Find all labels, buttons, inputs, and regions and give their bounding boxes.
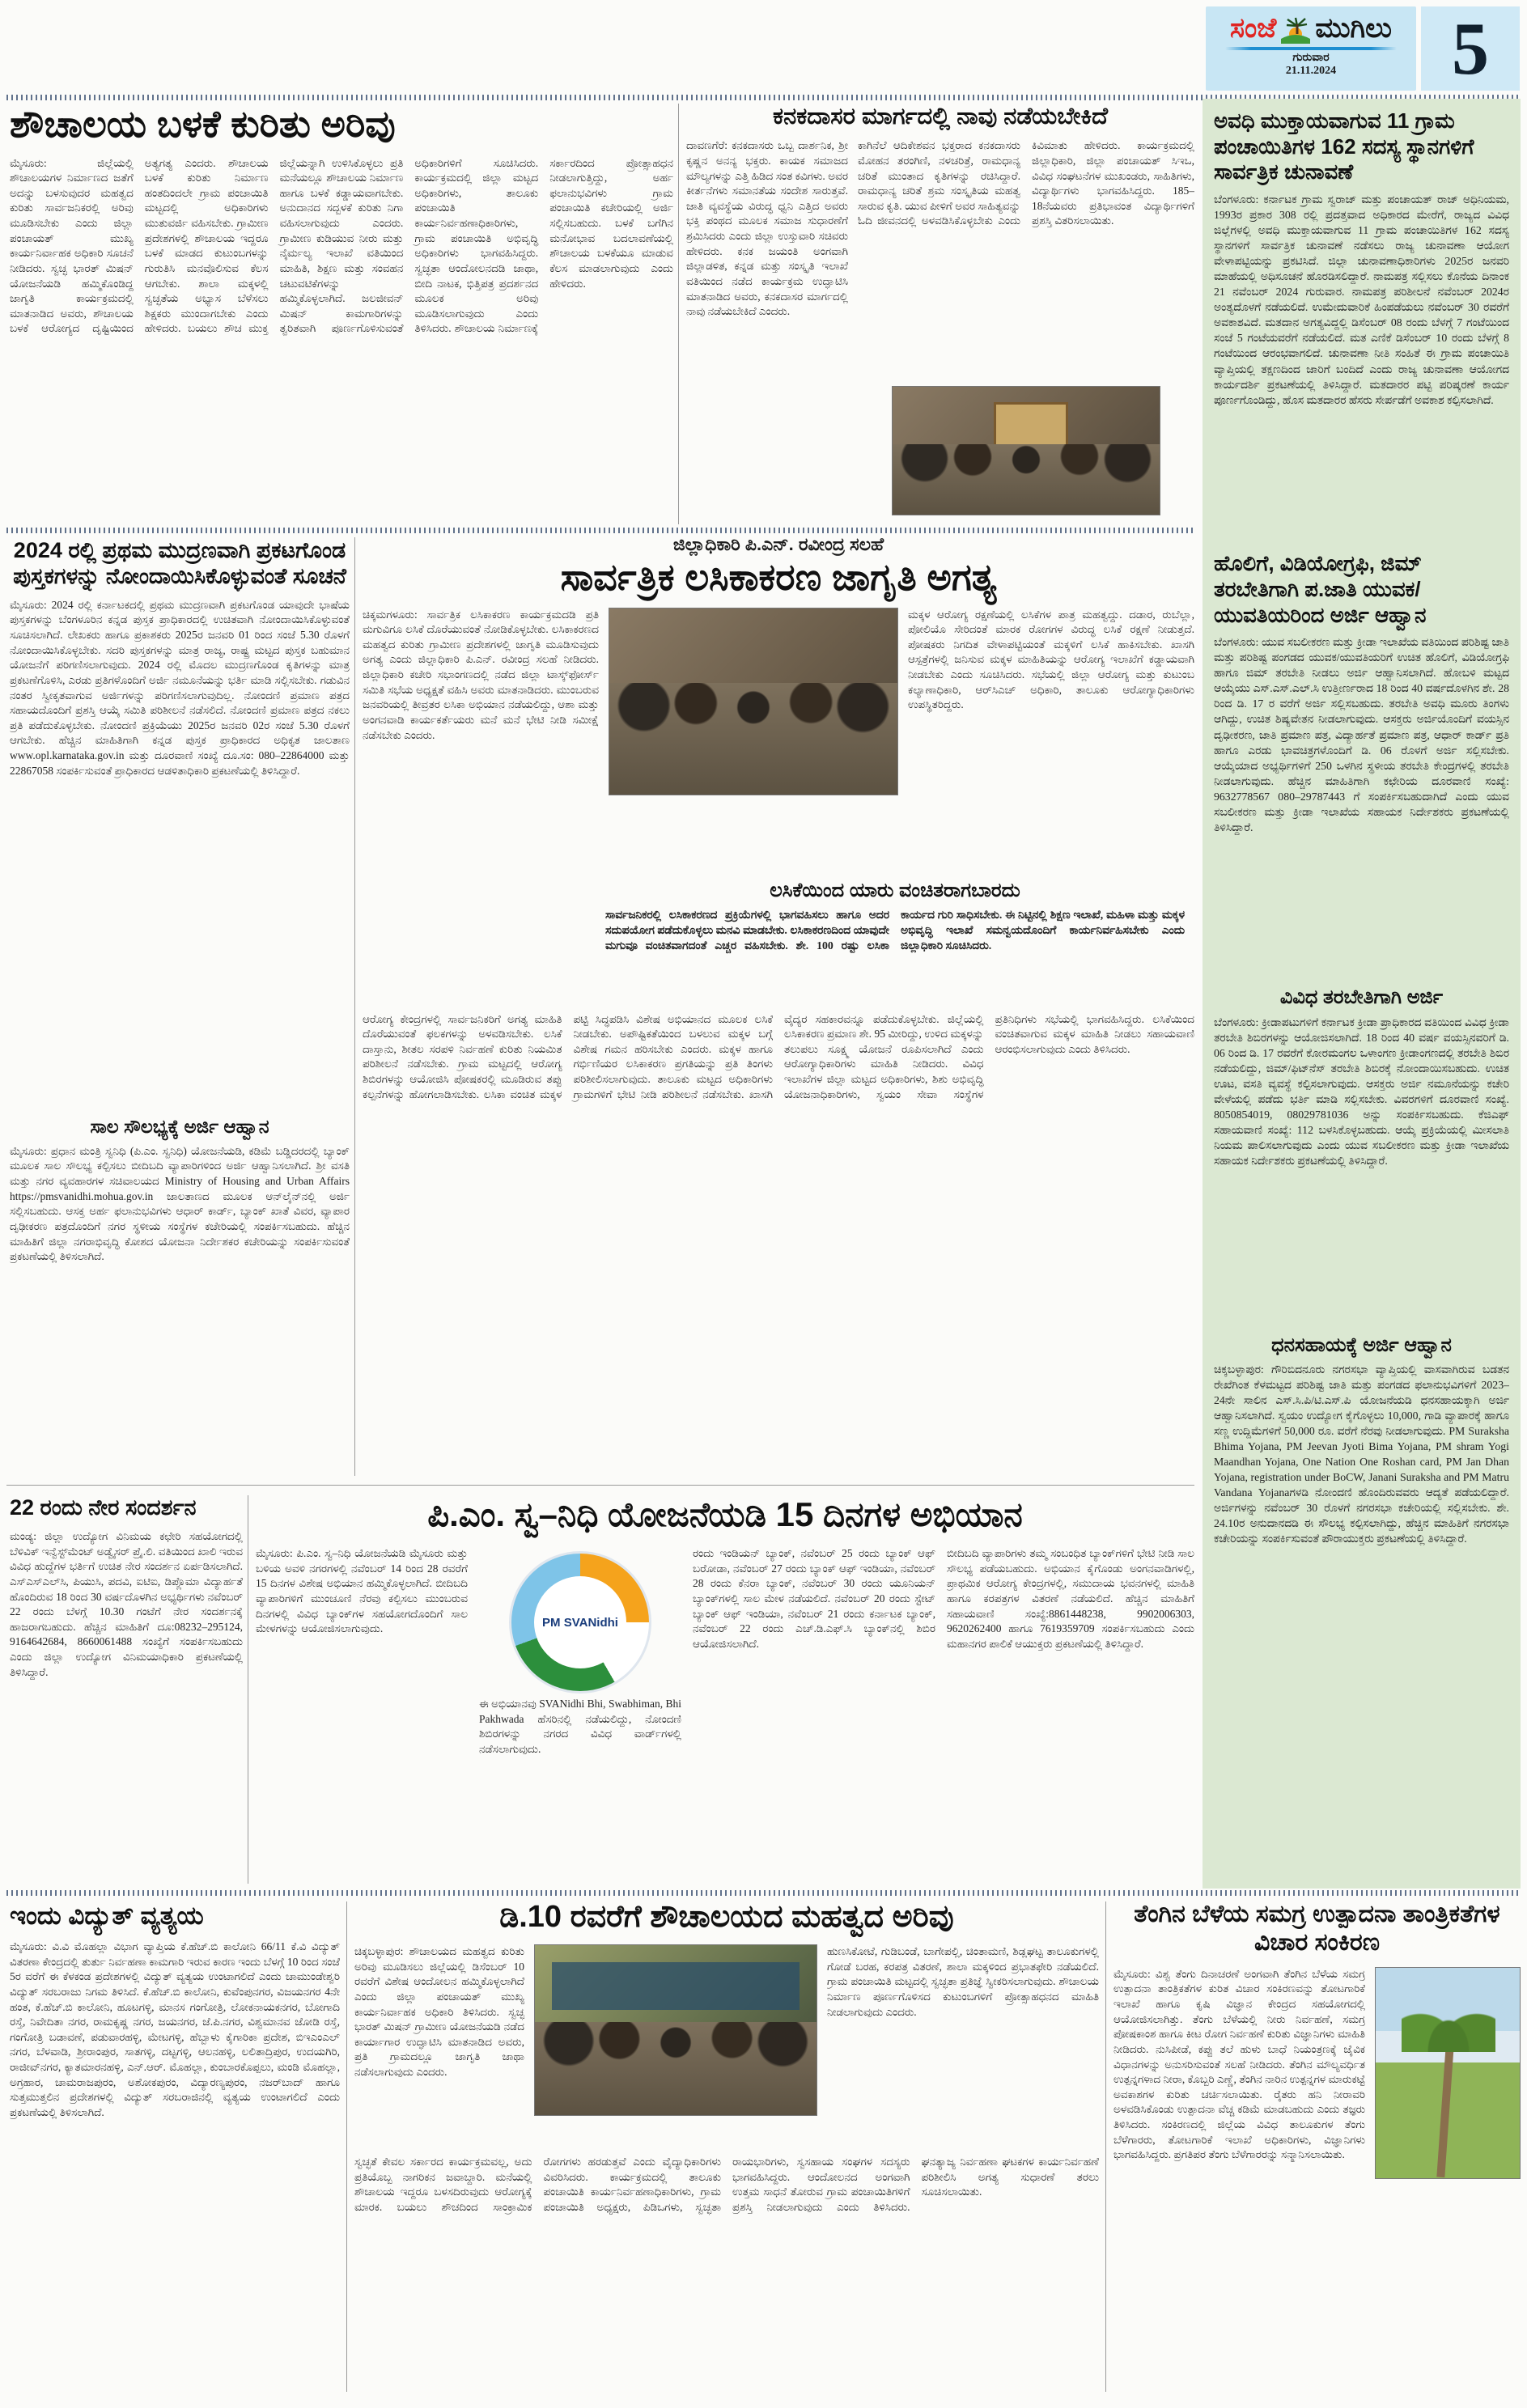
divider	[354, 537, 355, 1476]
page-number: 5	[1452, 7, 1489, 90]
article-body: ಮೈಸೂರು: ವಿಶ್ವ ತೆಂಗು ದಿನಾಚರಣೆ ಅಂಗವಾಗಿ ತೆಂಗಿನ ಬೆಳೆಯ ಸಮಗ್ರ ಉತ್ಪಾದನಾ ತಾಂತ್ರಿಕತೆಗಳ ಕುರಿತ ವಿಚಾರ ಸಂಕಿರಣವನ್ನು ತೋಟಗಾರಿಕೆ ಇಲಾಖೆ ಹಾಗೂ ಕೃಷಿ ವಿಜ್ಞಾನ ಕೇಂದ್ರದ ಸಹಯೋಗದಲ್ಲಿ ಆಯೋಜಿಸಲಾಗಿತ್ತು. ತೆಂಗು ಬೆಳೆಯಲ್ಲಿ ನೀರು ನಿರ್ವಹಣೆ, ಸಮಗ್ರ ಪೋಷಕಾಂಶ ಹಾಗೂ ಕೀಟ ರೋಗ ನಿರ್ವಹಣೆ ಕುರಿತು ವಿಜ್ಞಾನಿಗಳು ಮಾಹಿತಿ ನೀಡಿದರು. ನುಸಿಪೀಡೆ, ಕಪ್ಪು ತಲೆ ಹುಳು ಬಾಧೆ ನಿಯಂತ್ರಣಕ್ಕೆ ಜೈವಿಕ ವಿಧಾನಗಳನ್ನು ಅನುಸರಿಸುವಂತೆ ಸಲಹೆ ನೀಡಿದರು. ತೆಂಗಿನ ಮೌಲ್ಯವರ್ಧಿತ ಉತ್ಪನ್ನಗಳಾದ ನೀರಾ, ಕೊಬ್ಬರಿ ಎಣ್ಣೆ, ತೆಂಗಿನ ನಾರಿನ ಉತ್ಪನ್ನಗಳ ಮಾರುಕಟ್ಟೆ ಅವಕಾಶಗಳ ಕುರಿತು ಚರ್ಚಿಸಲಾಯಿತು. ರೈತರು ಹನಿ ನೀರಾವರಿ ಅಳವಡಿಸಿಕೊಂಡು ಉತ್ಪಾದನಾ ವೆಚ್ಚ ಕಡಿಮೆ ಮಾಡಬಹುದು ಎಂದು ತಜ್ಞರು ತಿಳಿಸಿದರು. ಸಂಕಿರಣದಲ್ಲಿ ಜಿಲ್ಲೆಯ ವಿವಿಧ ತಾಲೂಕುಗಳ ತೆಂಗು ಬೆಳೆಗಾರರು, ತೋಟಗಾರಿಕೆ ಇಲಾಖೆ ಅಧಿಕಾರಿಗಳು, ವಿಜ್ಞಾನಿಗಳು ಭಾಗವಹಿಸಿದ್ದರು. ಪ್ರಗತಿಪರ ತೆಂಗು ಬೆಳೆಗಾರರನ್ನು ಸನ್ಮಾನಿಸಲಾಯಿತು.	[1113, 1967, 1365, 2161]
article-power-outage[interactable]	[10, 1901, 340, 2392]
article-headline: ಕನಕದಾಸರ ಮಾರ್ಗದಲ್ಲಿ ನಾವು ನಡೆಯಬೇಕಿದೆ	[773, 104, 1108, 129]
notice-various-body: ಬೆಂಗಳೂರು: ಕ್ರೀಡಾಪಟುಗಳಿಗೆ ಕರ್ನಾಟಕ ಕ್ರೀಡಾ ಪ್ರಾಧಿಕಾರದ ವತಿಯಿಂದ ವಿವಿಧ ಕ್ರೀಡಾ ತರಬೇತಿ ಶಿಬಿರಗಳನ್ನು ಆಯೋಜಿಸಲಾಗಿದೆ. 18 ರಿಂದ 40 ವರ್ಷ ವಯಸ್ಸಿನವರಿಗೆ ಡಿ. 06 ರಿಂದ ಡಿ. 17 ರವರೆಗೆ ಕೋರಮಂಗಲ ಒಳಾಂಗಣ ಕ್ರೀಡಾಂಗಣದಲ್ಲಿ ತರಬೇತಿ ಶಿಬಿರ ನಡೆಯಲಿದ್ದು, ಜಿಮ್/ಫಿಟ್‌ನೆಸ್ ತರಬೇತಿ ಶಿಬಿರಕ್ಕೆ ನೋಂದಾಯಿಸಬಹುದು. ಉಚಿತ ಊಟ, ವಸತಿ ವ್ಯವಸ್ಥೆ ಕಲ್ಪಿಸಲಾಗುವುದು. ಆಸಕ್ತರು ಅರ್ಜಿ ನಮೂನೆಯನ್ನು ಕಚೇರಿ ವೇಳೆಯಲ್ಲಿ ಪಡೆದು ಭರ್ತಿ ಮಾಡಿ ಸಲ್ಲಿಸಬೇಕು. ವಿವರಗಳಿಗೆ ದೂರವಾಣಿ ಸಂಖ್ಯೆ. 8050854019, 08029781036 ಅನ್ನು ಸಂಪರ್ಕಿಸಬಹುದು. ಕೆಜಿಎಫ್ ಸಹಾಯವಾಣಿ ಸಂಖ್ಯೆ: 112 ಬಳಸಿಕೊಳ್ಳಬಹುದು. ಆಯ್ಕೆ ಪ್ರಕ್ರಿಯೆಯಲ್ಲಿ ಮೀಸಲಾತಿ ನಿಯಮ ಪಾಲಿಸಲಾಗುವುದು ಎಂದು ಯುವ ಸಬಲೀಕರಣ ಮತ್ತು ಕ್ರೀಡಾ ಇಲಾಖೆಯ ಸಹಾಯಕ ನಿರ್ದೇಶಕರು ಪ್ರಕಟಣೆಯಲ್ಲಿ ತಿಳಿಸಿದ್ದಾರೆ.	[1214, 1015, 1509, 1167]
masthead-box	[1206, 6, 1416, 91]
notice-training-body: ಬೆಂಗಳೂರು: ಯುವ ಸಬಲೀಕರಣ ಮತ್ತು ಕ್ರೀಡಾ ಇಲಾಖೆಯ ವತಿಯಿಂದ ಪರಿಶಿಷ್ಟ ಜಾತಿ ಮತ್ತು ಪರಿಶಿಷ್ಟ ಪಂಗಡದ ಯುವಕ/ಯುವತಿಯರಿಗೆ ಉಚಿತ ಹೊಲಿಗೆ, ವಿಡಿಯೋಗ್ರಫಿ ಹಾಗೂ ಜಿಮ್ ತರಬೇತಿ ನೀಡಲು ಅರ್ಜಿ ಆಹ್ವಾನಿಸಲಾಗಿದೆ. ಹೋಬಳಿ ಮಟ್ಟದ ಆಯ್ಕೆಯು ಎಸ್.ಎಸ್.ಎಲ್.ಸಿ ಉತ್ತೀರ್ಣರಾದ 18 ರಿಂದ 40 ವರ್ಷದೊಳಗಿನ ಶೇ. 28 ರಿಂದ ಡಿ. 17 ರ ವರೆಗೆ ಅರ್ಜಿ ಸಲ್ಲಿಸಬಹುದು. ತರಬೇತಿ ಅವಧಿ ಮೂರು ತಿಂಗಳು ಆಗಿದ್ದು, ಉಚಿತ ಶಿಷ್ಯವೇತನ ನೀಡಲಾಗುವುದು. ಆಸಕ್ತರು ಅರ್ಜಿಯೊಂದಿಗೆ ವಯಸ್ಸಿನ ದೃಢೀಕರಣ, ಜಾತಿ ಪ್ರಮಾಣ ಪತ್ರ, ವಿದ್ಯಾರ್ಹತೆ ಪ್ರಮಾಣ ಪತ್ರ, ಆಧಾರ್ ಕಾರ್ಡ್ ಪ್ರತಿ ಹಾಗೂ ಎರಡು ಭಾವಚಿತ್ರಗಳೊಂದಿಗೆ ಡಿ. 06 ರೊಳಗೆ ಅರ್ಜಿ ಸಲ್ಲಿಸಬೇಕು. ಆಯ್ಕೆಯಾದ ಅಭ್ಯರ್ಥಿಗಳಿಗೆ 250 ಒಳಗಿನ ಸ್ಥಳೀಯ ತರಬೇತಿ ಕೇಂದ್ರಗಳಲ್ಲಿ ತರಬೇತಿ ನೀಡಲಾಗುವುದು. ಹೆಚ್ಚಿನ ಮಾಹಿತಿಗಾಗಿ ಕಛೇರಿಯ ದೂರವಾಣಿ ಸಂಖ್ಯೆ: 9632778567 080–29787443 ಗೆ ಸಂಪರ್ಕಿಸಬಹುದಾಗಿದೆ ಎಂದು ಯುವ ಸಬಲೀಕರಣ ಮತ್ತು ಕ್ರೀಡಾ ಇಲಾಖೆಯ ಸಹಾಯಕ ನಿರ್ದೇಶಕರು ಪ್ರಕಟಣೆಯಲ್ಲಿ ತಿಳಿಸಿದ್ದಾರೆ.	[1214, 636, 1509, 833]
divider	[6, 1485, 1194, 1486]
pm-svanidhi-logo-label: PM SVANidhi	[542, 1615, 618, 1630]
article-kanakadasa[interactable]	[686, 104, 1194, 524]
loan-body: ಮೈಸೂರು: ಪ್ರಧಾನ ಮಂತ್ರಿ ಸ್ವನಿಧಿ (ಪಿ.ಎಂ. ಸ್ವನಿಧಿ) ಯೋಜನೆಯಡಿ, ಕಡಿಮೆ ಬಡ್ಡಿದರದಲ್ಲಿ ಬ್ಯಾಂಕ್ ಮೂಲಕ ಸಾಲ ಸೌಲಭ್ಯ ಕಲ್ಪಿಸಲು ಬೀದಿಬದಿ ವ್ಯಾಪಾರಿಗಳಿಂದ ಅರ್ಜಿ ಆಹ್ವಾನಿಸಲಾಗಿದೆ. ಶ್ರೀ ವಸತಿ ಮತ್ತು ನಗರ ವ್ಯವಹಾರಗಳ ಸಚಿವಾಲಯದ Ministry of Housing and Urban Affairs https://pmsvanidhi.mohua.gov.in ಜಾಲತಾಣದ ಮೂಲಕ ಆನ್‌ಲೈನ್‌ನಲ್ಲಿ ಅರ್ಜಿ ಸಲ್ಲಿಸಬಹುದು. ಆಸಕ್ತ ಅರ್ಹ ಫಲಾನುಭವಿಗಳು ಆಧಾರ್ ಕಾರ್ಡ್, ಬ್ಯಾಂಕ್ ಖಾತೆ ವಿವರ, ವ್ಯಾಪಾರ ದೃಢೀಕರಣ ಪತ್ರದೊಂದಿಗೆ ನಗರ ಸ್ಥಳೀಯ ಸಂಸ್ಥೆಗಳ ಕಚೇರಿಯಲ್ಲಿ ಸಂಪರ್ಕಿಸಬಹುದು. ಹೆಚ್ಚಿನ ಮಾಹಿತಿಗೆ ಜಿಲ್ಲಾ ನಗರಾಭಿವೃದ್ಧಿ ಕೋಶದ ಯೋಜನಾ ನಿರ್ದೇಶಕರ ಕಚೇರಿಯನ್ನು ಸಂಪರ್ಕಿಸುವಂತೆ ಪ್ರಕಟಣೆಯಲ್ಲಿ ತಿಳಿಸಲಾಗಿದೆ.	[10, 1144, 350, 1263]
pm-svanidhi-logo	[509, 1551, 651, 1694]
article-body-1: ಮೈಸೂರು: ಪಿ.ಎಂ. ಸ್ವ–ನಿಧಿ ಯೋಜನೆಯಡಿ ಮೈಸೂರು ಮತ್ತು ಬಳಿಯ ಅವಳಿ ನಗರಗಳಲ್ಲಿ ನವೆಂಬರ್ 14 ರಿಂದ 28 ರವರೆಗೆ 15 ದಿನಗಳ ವಿಶೇಷ ಅಭಿಯಾನ ಹಮ್ಮಿಕೊಳ್ಳಲಾಗಿದೆ. ಬೀದಿಬದಿ ವ್ಯಾಪಾರಿಗಳಿಗೆ ಮುಂಚೂಣಿ ನೆರವು ಕಲ್ಪಿಸಲು ಮುಂಬರುವ ದಿನಗಳಲ್ಲಿ ವಿವಿಧ ಬ್ಯಾಂಕ್‌ಗಳ ಸಹಯೋಗದೊಂದಿಗೆ ಸಾಲ ಮೇಳಗಳನ್ನು ಆಯೋಜಿಸಲಾಗುವುದು.	[256, 1547, 468, 1635]
photo-coconut-tree	[1375, 1967, 1521, 2179]
article-body-left: ದಾವಣಗೆರೆ: ಕನಕದಾಸರು ಒಬ್ಬ ದಾರ್ಶನಿಕ, ಶ್ರೀ ಕೃಷ್ಣನ ಅನನ್ಯ ಭಕ್ತರು. ಕಾಯಕ ಸಮಾಜದ ಮೌಲ್ಯಗಳನ್ನು ಎತ್ತಿ ಹಿಡಿದ ಸಂತ ಕವಿಗಳು. ಅವರ ಕೀರ್ತನೆಗಳು ಸಮಾನತೆಯ ಸಂದೇಶ ಸಾರುತ್ತವೆ. ಜಾತಿ ವ್ಯವಸ್ಥೆಯ ವಿರುದ್ಧ ಧ್ವನಿ ಎತ್ತಿದ ಅವರು ಭಕ್ತಿ ಪಂಥದ ಮೂಲಕ ಸಮಾಜ ಸುಧಾರಣೆಗೆ ಶ್ರಮಿಸಿದರು ಎಂದು ಜಿಲ್ಲಾ ಉಸ್ತುವಾರಿ ಸಚಿವರು ಹೇಳಿದರು. ಕನಕ ಜಯಂತಿ ಅಂಗವಾಗಿ ಜಿಲ್ಲಾಡಳಿತ, ಕನ್ನಡ ಮತ್ತು ಸಂಸ್ಕೃತಿ ಇಲಾಖೆ ವತಿಯಿಂದ ನಡೆದ ಕಾರ್ಯಕ್ರಮ ಉದ್ಘಾಟಿಸಿ ಮಾತನಾಡಿದ ಅವರು, ಕನಕದಾಸರ ಮಾರ್ಗದಲ್ಲಿ ನಾವು ನಡೆಯಬೇಕಿದೆ ಎಂದರು.	[686, 139, 848, 318]
article-body-right: ಕಾಗಿನೆಲೆ ಆದಿಕೇಶವನ ಭಕ್ತರಾದ ಕನಕದಾಸರು ಮೋಹನ ತರಂಗಿಣಿ, ನಳಚರಿತ್ರೆ, ರಾಮಧಾನ್ಯ ಚರಿತೆ ಮುಂತಾದ ಕೃತಿಗಳನ್ನು ರಚಿಸಿದ್ದಾರೆ. ರಾಮಧಾನ್ಯ ಚರಿತೆ ಶ್ರಮ ಸಂಸ್ಕೃತಿಯ ಮಹತ್ವ ಸಾರುವ ಕೃತಿ. ಯುವ ಪೀಳಿಗೆ ಅವರ ಸಾಹಿತ್ಯವನ್ನು ಓದಿ ಜೀವನದಲ್ಲಿ ಅಳವಡಿಸಿಕೊಳ್ಳಬೇಕು ಎಂದು ಕಿವಿಮಾತು ಹೇಳಿದರು. ಕಾರ್ಯಕ್ರಮದಲ್ಲಿ ಜಿಲ್ಲಾಧಿಕಾರಿ, ಜಿಲ್ಲಾ ಪಂಚಾಯತ್ ಸಿಇಒ, ವಿವಿಧ ಸಂಘಟನೆಗಳ ಮುಖಂಡರು, ಸಾಹಿತಿಗಳು, ವಿದ್ಯಾರ್ಥಿಗಳು ಭಾಗವಹಿಸಿದ್ದರು. 185–18ನೆಯವರು ಪ್ರತಿಭಾವಂತ ವಿದ್ಯಾರ್ಥಿಗಳಿಗೆ ಪ್ರಶಸ್ತಿ ವಿತರಿಸಲಾಯಿತು.	[858, 139, 1194, 227]
notice-various-heading: ವಿವಿಧ ತರಬೇತಿಗಾಗಿ ಅರ್ಜಿ	[1279, 986, 1444, 1009]
bottom-divider	[6, 1890, 1521, 1896]
sub-body: ಸಾರ್ವಜನಿಕರಲ್ಲಿ ಲಸಿಕಾಕರಣದ ಪ್ರಕ್ರಿಯೆಗಳಲ್ಲಿ ಭಾಗವಹಿಸಲು ಹಾಗೂ ಅದರ ಸದುಪಯೋಗ ಪಡೆದುಕೊಳ್ಳಲು ಮನವಿ ಮಾಡಬೇಕು. ಲಸಿಕಾಕರಣದಿಂದ ಯಾವುದೇ ಮಗುವೂ ವಂಚಿತವಾಗದಂತೆ ಎಚ್ಚರ ವಹಿಸಬೇಕು. ಶೇ. 100 ರಷ್ಟು ಲಸಿಕಾ ಕಾರ್ಯದ ಗುರಿ ಸಾಧಿಸಬೇಕು. ಈ ನಿಟ್ಟಿನಲ್ಲಿ ಶಿಕ್ಷಣ ಇಲಾಖೆ, ಮಹಿಳಾ ಮತ್ತು ಮಕ್ಕಳ ಅಭಿವೃದ್ಧಿ ಇಲಾಖೆ ಸಮನ್ವಯದೊಂದಿಗೆ ಕಾರ್ಯನಿರ್ವಹಿಸಬೇಕು ಎಂದು ಜಿಲ್ಲಾಧಿಕಾರಿ ಸೂಚಿಸಿದರು.	[605, 908, 1185, 952]
divider	[1105, 1901, 1106, 2392]
page-number-box	[1421, 6, 1520, 91]
article-body: ಮಂಡ್ಯ: ಜಿಲ್ಲಾ ಉದ್ಯೋಗ ವಿನಿಮಯ ಕಛೇರಿ ಸಹಯೋಗದಲ್ಲಿ ಬೆಳಿವಿಕ್ ಇನ್ವೆಸ್ಟ್‌ಮೆಂಟ್ ಅಡ್ವೈಸರ್ ಪ್ರೈ.ಲಿ. ವತಿಯಿಂದ ಖಾಲಿ ಇರುವ ವಿವಿಧ ಹುದ್ದೆಗಳ ಭರ್ತಿಗೆ ಉಚಿತ ನೇರ ಸಂದರ್ಶನ ಏರ್ಪಡಿಸಲಾಗಿದೆ. ಎಸ್ಎಸ್ಎಲ್‌ಸಿ, ಪಿಯುಸಿ, ಪದವಿ, ಐಟಿಐ, ಡಿಪ್ಲೊಮಾ ವಿದ್ಯಾರ್ಹತೆ ಹೊಂದಿರುವ 18 ರಿಂದ 30 ವರ್ಷದೊಳಗಿನ ಅಭ್ಯರ್ಥಿಗಳು ನವೆಂಬರ್ 22 ರಂದು ಬೆಳಗ್ಗೆ 10.30 ಗಂಟೆಗೆ ನೇರ ಸಂದರ್ಶನಕ್ಕೆ ಹಾಜರಾಗಬಹುದು. ಹೆಚ್ಚಿನ ಮಾಹಿತಿಗೆ ದೂ:08232–295124, 9164642684, 8660061488 ಸಂಖ್ಯೆಗೆ ಸಂಪರ್ಕಿಸಬಹುದು ಎಂದು ಜಿಲ್ಲಾ ಉದ್ಯೋಗ ವಿನಿಮಯಾಧಿಕಾರಿ ಪ್ರಕಟಣೆಯಲ್ಲಿ ತಿಳಿಸಿದ್ದಾರೆ.	[10, 1530, 243, 1678]
divider	[678, 104, 679, 524]
loan-subheading: ಸಾಲ ಸೌಲಭ್ಯಕ್ಕೆ ಅರ್ಜಿ ಆಹ್ವಾನ	[90, 1115, 269, 1137]
logo-caption: ಈ ಅಭಿಯಾನವು SVANidhi Bhi, Swabhiman, Bhi Pakhwada ಹೆಸರಿನಲ್ಲಿ ನಡೆಯಲಿದ್ದು, ನೋಂದಣಿ ಶಿಬಿರಗಳನ್ನು ನಗರದ ವಿವಿಧ ವಾರ್ಡ್‌ಗಳಲ್ಲಿ ನಡೆಸಲಾಗುವುದು.	[479, 1698, 681, 1755]
article-headline: ಡಿ.10 ರವರೆಗೆ ಶೌಚಾಲಯದ ಮಹತ್ವದ ಅರಿವು	[499, 1900, 954, 1934]
divider	[6, 528, 1194, 533]
article-body-left: ಚಿಕ್ಕಬಳ್ಳಾಪುರ: ಶೌಚಾಲಯದ ಮಹತ್ವದ ಕುರಿತು ಅರಿವು ಮೂಡಿಸಲು ಜಿಲ್ಲೆಯಲ್ಲಿ ಡಿಸೆಂಬರ್ 10 ರವರೆಗೆ ವಿಶೇಷ ಆಂದೋಲನ ಹಮ್ಮಿಕೊಳ್ಳಲಾಗಿದೆ ಎಂದು ಜಿಲ್ಲಾ ಪಂಚಾಯತ್ ಮುಖ್ಯ ಕಾರ್ಯನಿರ್ವಾಹಕ ಅಧಿಕಾರಿ ತಿಳಿಸಿದರು. ಸ್ವಚ್ಛ ಭಾರತ್ ಮಿಷನ್ ಗ್ರಾಮೀಣ ಯೋಜನೆಯಡಿ ನಡೆದ ಕಾರ್ಯಾಗಾರ ಉದ್ಘಾಟಿಸಿ ಮಾತನಾಡಿದ ಅವರು, ಪ್ರತಿ ಗ್ರಾಮದಲ್ಲೂ ಜಾಗೃತಿ ಜಾಥಾ ನಡೆಸಲಾಗುವುದು ಎಂದರು.	[354, 1945, 524, 2078]
article-headline: ತೆಂಗಿನ ಬೆಳೆಯ ಸಮಗ್ರ ಉತ್ಪಾದನಾ ತಾಂತ್ರಿಕತೆಗಳ ವಿಚಾರ ಸಂಕಿರಣ	[1134, 1901, 1500, 1956]
article-books-registration[interactable]	[10, 537, 350, 1476]
masthead-title-red: ಸಂಜೆ	[1230, 13, 1277, 44]
masthead-logo-icon	[1279, 15, 1312, 44]
svanidhi-logo-block	[479, 1546, 681, 1862]
article-body: ಮೈಸೂರು: ಜಿಲ್ಲೆಯಲ್ಲಿ ಶೌಚಾಲಯಗಳ ನಿರ್ಮಾಣದ ಜತೆಗೆ ಅದನ್ನು ಬಳಸುವುದರ ಮಹತ್ವದ ಕುರಿತು ಸಾರ್ವಜನಿಕರಲ್ಲಿ ಅರಿವು ಮೂಡಿಸಬೇಕು ಎಂದು ಜಿಲ್ಲಾ ಪಂಚಾಯತ್ ಮುಖ್ಯ ಕಾರ್ಯನಿರ್ವಾಹಕ ಅಧಿಕಾರಿ ಸೂಚನೆ ನೀಡಿದರು. ಸ್ವಚ್ಛ ಭಾರತ್ ಮಿಷನ್ ಯೋಜನೆಯಡಿ ಹಮ್ಮಿಕೊಂಡಿದ್ದ ಜಾಗೃತಿ ಕಾರ್ಯಕ್ರಮದಲ್ಲಿ ಮಾತನಾಡಿದ ಅವರು, ಶೌಚಾಲಯ ಬಳಕೆ ಆರೋಗ್ಯದ ದೃಷ್ಟಿಯಿಂದ ಅತ್ಯಗತ್ಯ ಎಂದರು. ಶೌಚಾಲಯ ಬಳಕೆ ಕುರಿತು ನಿರ್ಮಾಣ ಹಂತದಿಂದಲೇ ಗ್ರಾಮ ಪಂಚಾಯಿತಿ ಮಟ್ಟದಲ್ಲಿ ಅಧಿಕಾರಿಗಳು ಮುತುವರ್ಜಿ ವಹಿಸಬೇಕು. ಗ್ರಾಮೀಣ ಪ್ರದೇಶಗಳಲ್ಲಿ ಶೌಚಾಲಯ ಇದ್ದರೂ ಬಳಕೆ ಮಾಡದ ಕುಟುಂಬಗಳನ್ನು ಗುರುತಿಸಿ ಮನವೊಲಿಸುವ ಕೆಲಸ ಆಗಬೇಕು. ಶಾಲಾ ಮಕ್ಕಳಲ್ಲಿ ಸ್ವಚ್ಛತೆಯ ಅಭ್ಯಾಸ ಬೆಳೆಸಲು ಶಿಕ್ಷಕರು ಮುಂದಾಗಬೇಕು ಎಂದು ಹೇಳಿದರು. ಬಯಲು ಶೌಚ ಮುಕ್ತ ಜಿಲ್ಲೆಯನ್ನಾಗಿ ಉಳಿಸಿಕೊಳ್ಳಲು ಪ್ರತಿ ಮನೆಯಲ್ಲೂ ಶೌಚಾಲಯ ನಿರ್ಮಾಣ ಹಾಗೂ ಬಳಕೆ ಕಡ್ಡಾಯವಾಗಬೇಕು. ಅನುದಾನದ ಸದ್ಬಳಕೆ ಕುರಿತು ನಿಗಾ ವಹಿಸಲಾಗುವುದು ಎಂದರು. ಗ್ರಾಮೀಣ ಕುಡಿಯುವ ನೀರು ಮತ್ತು ನೈರ್ಮಲ್ಯ ಇಲಾಖೆ ವತಿಯಿಂದ ಮಾಹಿತಿ, ಶಿಕ್ಷಣ ಮತ್ತು ಸಂವಹನ ಚಟುವಟಿಕೆಗಳನ್ನು ಹಮ್ಮಿಕೊಳ್ಳಲಾಗಿದೆ. ಜಲಜೀವನ್ ಮಿಷನ್ ಕಾಮಗಾರಿಗಳನ್ನು ತ್ವರಿತವಾಗಿ ಪೂರ್ಣಗೊಳಿಸುವಂತೆ ಅಧಿಕಾರಿಗಳಿಗೆ ಸೂಚಿಸಿದರು. ಕಾರ್ಯಕ್ರಮದಲ್ಲಿ ಜಿಲ್ಲಾ ಮಟ್ಟದ ಅಧಿಕಾರಿಗಳು, ತಾಲೂಕು ಪಂಚಾಯಿತಿ ಕಾರ್ಯನಿರ್ವಹಣಾಧಿಕಾರಿಗಳು, ಗ್ರಾಮ ಪಂಚಾಯಿತಿ ಅಭಿವೃದ್ಧಿ ಅಧಿಕಾರಿಗಳು ಭಾಗವಹಿಸಿದ್ದರು. ಸ್ವಚ್ಛತಾ ಆಂದೋಲನದಡಿ ಜಾಥಾ, ಬೀದಿ ನಾಟಕ, ಭಿತ್ತಿಪತ್ರ ಪ್ರದರ್ಶನದ ಮೂಲಕ ಅರಿವು ಮೂಡಿಸಲಾಗುವುದು ಎಂದು ತಿಳಿಸಿದರು. ಶೌಚಾಲಯ ನಿರ್ಮಾಣಕ್ಕೆ ಸರ್ಕಾರದಿಂದ ಪ್ರೋತ್ಸಾಹಧನ ನೀಡಲಾಗುತ್ತಿದ್ದು, ಅರ್ಹ ಫಲಾನುಭವಿಗಳು ಗ್ರಾಮ ಪಂಚಾಯಿತಿ ಕಚೇರಿಯಲ್ಲಿ ಅರ್ಜಿ ಸಲ್ಲಿಸಬಹುದು. ಬಳಕೆ ಬಗೆಗಿನ ಮನೋಭಾವ ಬದಲಾವಣೆಯಲ್ಲಿ ಶೌಚಾಲಯ ಬಳಕೆಯೂ ಮಾಡುವ ಕೆಲಸ ಮಾಡಲಾಗುವುದು ಎಂದು ಹೇಳಿದರು.	[10, 156, 673, 335]
article-svanidhi[interactable]	[256, 1495, 1194, 1884]
masthead-date: 21.11.2024	[1285, 65, 1337, 77]
notices-column	[1203, 99, 1521, 1889]
article-body-left: ಚಿಕ್ಕಮಗಳೂರು: ಸಾರ್ವತ್ರಿಕ ಲಸಿಕಾಕರಣ ಕಾರ್ಯಕ್ರಮದಡಿ ಪ್ರತಿ ಮಗುವಿಗೂ ಲಸಿಕೆ ದೊರೆಯುವಂತೆ ನೋಡಿಕೊಳ್ಳಬೇಕು. ಲಸಿಕಾಕರಣದ ಮಹತ್ವದ ಕುರಿತು ಗ್ರಾಮೀಣ ಪ್ರದೇಶಗಳಲ್ಲಿ ಜಾಗೃತಿ ಮೂಡಿಸುವುದು ಅಗತ್ಯ ಎಂದು ಜಿಲ್ಲಾಧಿಕಾರಿ ಪಿ.ಎನ್. ರವೀಂದ್ರ ಸಲಹೆ ನೀಡಿದರು. ಜಿಲ್ಲಾಧಿಕಾರಿ ಕಚೇರಿ ಸಭಾಂಗಣದಲ್ಲಿ ನಡೆದ ಜಿಲ್ಲಾ ಟಾಸ್ಕ್‌ಫೋರ್ಸ್ ಸಮಿತಿ ಸಭೆಯ ಅಧ್ಯಕ್ಷತೆ ವಹಿಸಿ ಅವರು ಮಾತನಾಡಿದರು. ಮುಂಬರುವ ಜನವರಿಯಲ್ಲಿ ತೀವ್ರತರ ಲಸಿಕಾ ಅಭಿಯಾನ ನಡೆಯಲಿದ್ದು, ಆಶಾ ಮತ್ತು ಅಂಗನವಾಡಿ ಕಾರ್ಯಕರ್ತೆಯರು ಮನೆ ಮನೆ ಭೇಟಿ ನೀಡಿ ಸಮೀಕ್ಷೆ ನಡೆಸಬೇಕು ಎಂದರು.	[363, 608, 599, 741]
masthead-rule	[1225, 47, 1397, 50]
photo-vaccination-meeting	[609, 608, 898, 795]
article-body-bottom: ಆರೋಗ್ಯ ಕೇಂದ್ರಗಳಲ್ಲಿ ಸಾರ್ವಜನಿಕರಿಗೆ ಅಗತ್ಯ ಮಾಹಿತಿ ದೊರೆಯುವಂತೆ ಫಲಕಗಳನ್ನು ಅಳವಡಿಸಬೇಕು. ಲಸಿಕೆ ದಾಸ್ತಾನು, ಶೀತಲ ಸರಪಳಿ ನಿರ್ವಹಣೆ ಕುರಿತು ನಿಯಮಿತ ಪರಿಶೀಲನೆ ನಡೆಸಬೇಕು. ಗ್ರಾಮ ಮಟ್ಟದಲ್ಲಿ ಆರೋಗ್ಯ ಶಿಬಿರಗಳನ್ನು ಆಯೋಜಿಸಿ ಪೋಷಕರಲ್ಲಿ ಮೂಡಿರುವ ತಪ್ಪು ಕಲ್ಪನೆಗಳನ್ನು ಹೋಗಲಾಡಿಸಬೇಕು. ಲಸಿಕಾ ವಂಚಿತ ಮಕ್ಕಳ ಪಟ್ಟಿ ಸಿದ್ಧಪಡಿಸಿ ವಿಶೇಷ ಅಭಿಯಾನದ ಮೂಲಕ ಲಸಿಕೆ ನೀಡಬೇಕು. ಅಪೌಷ್ಟಿಕತೆಯಿಂದ ಬಳಲುವ ಮಕ್ಕಳ ಬಗ್ಗೆ ವಿಶೇಷ ಗಮನ ಹರಿಸಬೇಕು ಎಂದರು. ಮಕ್ಕಳ ಹಾಗೂ ಗರ್ಭಿಣಿಯರ ಲಸಿಕಾಕರಣ ಪ್ರಗತಿಯನ್ನು ಪ್ರತಿ ತಿಂಗಳು ಪರಿಶೀಲಿಸಲಾಗುವುದು. ತಾಲೂಕು ಮಟ್ಟದ ಅಧಿಕಾರಿಗಳು ಗ್ರಾಮಗಳಿಗೆ ಭೇಟಿ ನೀಡಿ ಪರಿಶೀಲನೆ ನಡೆಸಬೇಕು. ಖಾಸಗಿ ವೈದ್ಯರ ಸಹಕಾರವನ್ನೂ ಪಡೆದುಕೊಳ್ಳಬೇಕು. ಜಿಲ್ಲೆಯಲ್ಲಿ ಲಸಿಕಾಕರಣ ಪ್ರಮಾಣ ಶೇ. 95 ಮೀರಿದ್ದು, ಉಳಿದ ಮಕ್ಕಳನ್ನು ತಲುಪಲು ಸೂಕ್ಷ್ಮ ಯೋಜನೆ ರೂಪಿಸಲಾಗಿದೆ ಎಂದು ಆರೋಗ್ಯಾಧಿಕಾರಿಗಳು ಮಾಹಿತಿ ನೀಡಿದರು. ವಿವಿಧ ಇಲಾಖೆಗಳ ಜಿಲ್ಲಾ ಮಟ್ಟದ ಅಧಿಕಾರಿಗಳು, ಶಿಶು ಅಭಿವೃದ್ಧಿ ಯೋಜನಾಧಿಕಾರಿಗಳು, ಸ್ವಯಂ ಸೇವಾ ಸಂಸ್ಥೆಗಳ ಪ್ರತಿನಿಧಿಗಳು ಸಭೆಯಲ್ಲಿ ಭಾಗವಹಿಸಿದ್ದರು. ಲಸಿಕೆಯಿಂದ ವಂಚಿತವಾಗುವ ಮಕ್ಕಳ ಮಾಹಿತಿ ನೀಡಲು ಸಹಾಯವಾಣಿ ಆರಂಭಿಸಲಾಗುವುದು ಎಂದು ತಿಳಿಸಿದರು.	[363, 1012, 1194, 1100]
divider	[346, 1901, 347, 2392]
masthead-day: ಗುರುವಾರ	[1292, 52, 1330, 64]
article-vaccination[interactable]	[363, 534, 1194, 1476]
article-toilet-awareness[interactable]	[10, 104, 673, 524]
article-body: ಮೈಸೂರು: ವಿ.ವಿ ಮೊಹಲ್ಲಾ ವಿಭಾಗ ವ್ಯಾಪ್ತಿಯ ಕೆ.ಹೆಚ್.ಬಿ ಕಾಲೋನಿ 66/11 ಕೆ.ವಿ ವಿದ್ಯುತ್ ವಿತರಣಾ ಕೇಂದ್ರದಲ್ಲಿ ತುರ್ತು ನಿರ್ವಹಣಾ ಕಾಮಗಾರಿ ಇರುವ ಕಾರಣ ಇಂದು ಬೆಳಗ್ಗೆ 10 ರಿಂದ ಸಂಜೆ 5ರ ವರೆಗೆ ಈ ಕೆಳಕಂಡ ಪ್ರದೇಶಗಳಲ್ಲಿ ವಿದ್ಯುತ್ ವ್ಯತ್ಯಯ ಉಂಟಾಗಲಿದೆ ಎಂದು ಚಾಮುಂಡೇಶ್ವರಿ ವಿದ್ಯುತ್ ಸರಬರಾಜು ನಿಗಮ ತಿಳಿಸಿದೆ. ಕೆ.ಹೆಚ್.ಬಿ ಕಾಲೋನಿ, ಕುವೆಂಪುನಗರ, ವಿಜಯನಗರ 4ನೇ ಹಂತ, ಕೆ.ಹೆಚ್.ಬಿ ಕಾಲೋನಿ, ಹೂಟಗಳ್ಳಿ, ಮಾನಸ ಗಂಗೋತ್ರಿ, ಲೋಕನಾಯಕನಗರ, ಬೋಗಾದಿ ರಸ್ತೆ, ನಿವೇದಿತಾ ನಗರ, ರಾಮಕೃಷ್ಣ ನಗರ, ಜಯನಗರ, ಜೆ.ಪಿ.ನಗರ, ವಿಶ್ವಮಾನವ ಜೋಡಿ ರಸ್ತೆ, ಗಂಗೋತ್ರಿ ಬಡಾವಣೆ, ಪಡುವಾರಹಳ್ಳಿ, ಮೇಟಗಳ್ಳಿ, ಹೆಬ್ಬಾಳು ಕೈಗಾರಿಕಾ ಪ್ರದೇಶ, ಬಿಇಎಂಎಲ್ ನಗರ, ಬೆಳವಾಡಿ, ಶ್ರೀರಾಂಪುರ, ಸಾತಗಳ್ಳಿ, ದಟ್ಟಗಳ್ಳಿ, ಆಲನಹಳ್ಳಿ, ಲಲಿತಾದ್ರಿಪುರ, ಉದಯಗಿರಿ, ರಾಜೀವ್‌ನಗರ, ಕ್ಯಾತಮಾರನಹಳ್ಳಿ, ಎನ್.ಆರ್. ಮೊಹಲ್ಲಾ, ಕುಂಬಾರಕೊಪ್ಪಲು, ಮಂಡಿ ಮೊಹಲ್ಲಾ, ಅಗ್ರಹಾರ, ಚಾಮರಾಜಪುರಂ, ಅಶೋಕಪುರಂ, ವಿದ್ಯಾರಣ್ಯಪುರಂ, ನಜರ್‌ಬಾದ್ ಹಾಗೂ ಸುತ್ತಮುತ್ತಲಿನ ಪ್ರದೇಶಗಳಲ್ಲಿ ವಿದ್ಯುತ್ ಸರಬರಾಜಿನಲ್ಲಿ ವ್ಯತ್ಯಯ ಉಂಟಾಗಲಿದೆ ಎಂದು ಪ್ರಕಟಣೆಯಲ್ಲಿ ತಿಳಿಸಲಾಗಿದೆ.	[10, 1940, 340, 2118]
article-body-right: ಹುಣಸಿಕೋಟೆ, ಗುಡಿಬಂಡೆ, ಬಾಗೇಪಲ್ಲಿ, ಚಿಂತಾಮಣಿ, ಶಿಡ್ಲಘಟ್ಟ ತಾಲೂಕುಗಳಲ್ಲಿ ಗೋಡೆ ಬರಹ, ಕರಪತ್ರ ವಿತರಣೆ, ಶಾಲಾ ಮಕ್ಕಳಿಂದ ಪ್ರಭಾತಫೇರಿ ನಡೆಯಲಿದೆ. ಗ್ರಾಮ ಪಂಚಾಯಿತಿ ಮಟ್ಟದಲ್ಲಿ ಸ್ವಚ್ಛತಾ ಪ್ರತಿಜ್ಞೆ ಸ್ವೀಕರಿಸಲಾಗುವುದು. ಶೌಚಾಲಯ ನಿರ್ಮಾಣ ಪೂರ್ಣಗೊಳಿಸದ ಕುಟುಂಬಗಳಿಗೆ ಪ್ರೋತ್ಸಾಹಧನದ ಮಾಹಿತಿ ನೀಡಲಾಗುವುದು ಎಂದರು.	[827, 1945, 1099, 2018]
photo-toilet-awareness-event	[534, 1944, 817, 2116]
notice-election-headline: ಅವಧಿ ಮುಕ್ತಾಯವಾಗುವ 11 ಗ್ರಾಮ ಪಂಚಾಯಿತಿಗಳ 162 ಸದಸ್ಯ ಸ್ಥಾನಗಳಿಗೆ ಸಾರ್ವತ್ರಿಕ ಚುನಾವಣೆ	[1214, 108, 1474, 184]
article-headline: ಪಿ.ಎಂ. ಸ್ವ–ನಿಧಿ ಯೋಜನೆಯಡಿ 15 ದಿನಗಳ ಅಭಿಯಾನ	[427, 1495, 1023, 1533]
article-interview[interactable]	[10, 1495, 243, 1882]
masthead-title-black: ಮುಗಿಲು	[1315, 13, 1392, 44]
article-toilet-dec10[interactable]	[354, 1900, 1099, 2393]
article-body-4: ಬೀದಿಬದಿ ವ್ಯಾಪಾರಿಗಳು ತಮ್ಮ ಸಂಬಂಧಿತ ಬ್ಯಾಂಕ್‌ಗಳಿಗೆ ಭೇಟಿ ನೀಡಿ ಸಾಲ ಸೌಲಭ್ಯ ಪಡೆಯಬಹುದು. ಅಭಿಯಾನ ಕೈಗೊಂಡು ಅಂಗನವಾಡಿಗಳಲ್ಲಿ, ಪ್ರಾಥಮಿಕ ಆರೋಗ್ಯ ಕೇಂದ್ರಗಳಲ್ಲಿ, ಸಮುದಾಯ ಭವನಗಳಲ್ಲಿ ಮಾಹಿತಿ ಹಾಗೂ ಕರಪತ್ರಗಳ ವಿತರಣೆ ನಡೆಯಲಿದೆ. ಹೆಚ್ಚಿನ ಮಾಹಿತಿಗೆ ಸಹಾಯವಾಣಿ ಸಂಖ್ಯೆ:8861448238, 9902006303, 9620262400 ಹಾಗೂ 7619359709 ಸಂಪರ್ಕಿಸಬಹುದು ಎಂದು ಮಹಾನಗರ ಪಾಲಿಕೆ ಆಯುಕ್ತರು ಪ್ರಕಟಣೆಯಲ್ಲಿ ತಿಳಿಸಿದ್ದಾರೆ.	[947, 1547, 1194, 1650]
article-headline: ಶೌಚಾಲಯ ಬಳಕೆ ಕುರಿತು ಅರಿವು	[10, 103, 396, 145]
article-headline: ಇಂದು ವಿದ್ಯುತ್ ವ್ಯತ್ಯಯ	[10, 1901, 204, 1930]
article-body-right: ಮಕ್ಕಳ ಆರೋಗ್ಯ ರಕ್ಷಣೆಯಲ್ಲಿ ಲಸಿಕೆಗಳ ಪಾತ್ರ ಮಹತ್ವದ್ದು. ದಡಾರ, ರುಬೆಲ್ಲಾ, ಪೋಲಿಯೊ ಸೇರಿದಂತೆ ಮಾರಕ ರೋಗಗಳ ವಿರುದ್ಧ ಲಸಿಕೆ ರಕ್ಷಣೆ ನೀಡುತ್ತದೆ. ಪೋಷಕರು ನಿಗದಿತ ವೇಳಾಪಟ್ಟಿಯಂತೆ ಮಕ್ಕಳಿಗೆ ಲಸಿಕೆ ಹಾಕಿಸಬೇಕು. ಖಾಸಗಿ ಆಸ್ಪತ್ರೆಗಳಲ್ಲಿ ಜನಿಸುವ ಮಕ್ಕಳ ಮಾಹಿತಿಯನ್ನು ಆರೋಗ್ಯ ಇಲಾಖೆಗೆ ಕಡ್ಡಾಯವಾಗಿ ನೀಡಬೇಕು ಎಂದು ಸೂಚಿಸಿದರು. ಸಭೆಯಲ್ಲಿ ಜಿಲ್ಲಾ ಆರೋಗ್ಯ ಮತ್ತು ಕುಟುಂಬ ಕಲ್ಯಾಣಾಧಿಕಾರಿ, ಆರ್‌ಸಿಎಚ್ ಅಧಿಕಾರಿ, ತಾಲೂಕು ಆರೋಗ್ಯಾಧಿಕಾರಿಗಳು ಉಪಸ್ಥಿತರಿದ್ದರು.	[908, 608, 1194, 711]
notice-election-body: ಬೆಂಗಳೂರು: ಕರ್ನಾಟಕ ಗ್ರಾಮ ಸ್ವರಾಜ್ ಮತ್ತು ಪಂಚಾಯತ್ ರಾಜ್ ಅಧಿನಿಯಮ, 1993ರ ಪ್ರಕಾರ 308 ರಲ್ಲಿ ಪ್ರದತ್ತವಾದ ಅಧಿಕಾರದ ಮೇರೆಗೆ, ರಾಜ್ಯದ ವಿವಿಧ ಜಿಲ್ಲೆಗಳಲ್ಲಿ ಅವಧಿ ಮುಕ್ತಾಯವಾಗುವ 11 ಗ್ರಾಮ ಪಂಚಾಯಿತಿಗಳ 162 ಸದಸ್ಯ ಸ್ಥಾನಗಳಿಗೆ ಸಾರ್ವತ್ರಿಕ ಚುನಾವಣೆ ನಡೆಸಲು ರಾಜ್ಯ ಚುನಾವಣಾ ಆಯೋಗ ವೇಳಾಪಟ್ಟಿಯನ್ನು ಪ್ರಕಟಿಸಿದೆ. ಜಿಲ್ಲಾ ಚುನಾವಣಾಧಿಕಾರಿಗಳು 2025ರ ಜನವರಿ ಮಾಹೆಯಲ್ಲಿ ಅಧಿಸೂಚನೆ ಹೊರಡಿಸಲಿದ್ದಾರೆ. ನಾಮಪತ್ರ ಸಲ್ಲಿಸಲು ಕೊನೆಯ ದಿನಾಂಕ 21 ನವೆಂಬರ್ 2024 ಗುರುವಾರ. ನಾಮಪತ್ರ ಪರಿಶೀಲನೆ ನವೆಂಬರ್ 2024ರ ಅಂತ್ಯದೊಳಗೆ ನಡೆಯಲಿದೆ. ಉಮೇದುವಾರಿಕೆ ಹಿಂಪಡೆಯಲು ನವೆಂಬರ್ 30 ರವರೆಗೆ ಅವಕಾಶವಿದೆ. ಮತದಾನ ಅಗತ್ಯವಿದ್ದಲ್ಲಿ ಡಿಸೆಂಬರ್ 08 ರಂದು ಬೆಳಗ್ಗೆ 7 ಗಂಟೆಯಿಂದ ಸಂಜೆ 5 ಗಂಟೆಯವರೆಗೆ ನಡೆಯಲಿದೆ. ಮತ ಎಣಿಕೆ ಡಿಸೆಂಬರ್ 10 ರಂದು ಬೆಳಗ್ಗೆ 8 ಗಂಟೆಯಿಂದ ಆರಂಭವಾಗಲಿದೆ. ಚುನಾವಣಾ ನೀತಿ ಸಂಹಿತೆ ಈ ಗ್ರಾಮ ಪಂಚಾಯಿತಿ ವ್ಯಾಪ್ತಿಯಲ್ಲಿ ತಕ್ಷಣದಿಂದ ಜಾರಿಗೆ ಬಂದಿದೆ ಎಂದು ರಾಜ್ಯ ಚುನಾವಣಾ ಆಯೋಗದ ಕಾರ್ಯದರ್ಶಿ ಪ್ರಕಟಣೆಯಲ್ಲಿ ತಿಳಿಸಿದ್ದಾರೆ. ಮತದಾರರ ಪಟ್ಟಿ ಪರಿಷ್ಕರಣೆ ಕಾರ್ಯ ಪೂರ್ಣಗೊಂಡಿದ್ದು, ಹೊಸ ಮತದಾರರ ಹೆಸರು ಸೇರ್ಪಡೆಗೆ ಅವಕಾಶ ಕಲ್ಪಿಸಲಾಗಿದೆ.	[1214, 193, 1509, 406]
article-kicker: ಜಿಲ್ಲಾಧಿಕಾರಿ ಪಿ.ಎನ್. ರವೀಂದ್ರ ಸಲಹೆ	[672, 534, 884, 554]
vaccination-subsection	[605, 880, 1185, 1004]
article-headline: 22 ರಂದು ನೇರ ಸಂದರ್ಶನ	[10, 1495, 197, 1520]
article-body-bottom: ಸ್ವಚ್ಛತೆ ಕೇವಲ ಸರ್ಕಾರದ ಕಾರ್ಯಕ್ರಮವಲ್ಲ, ಅದು ಪ್ರತಿಯೊಬ್ಬ ನಾಗರಿಕನ ಜವಾಬ್ದಾರಿ. ಮನೆಯಲ್ಲಿ ಶೌಚಾಲಯ ಇದ್ದರೂ ಬಳಸದಿರುವುದು ಆರೋಗ್ಯಕ್ಕೆ ಮಾರಕ. ಬಯಲು ಶೌಚದಿಂದ ಸಾಂಕ್ರಾಮಿಕ ರೋಗಗಳು ಹರಡುತ್ತವೆ ಎಂದು ವೈದ್ಯಾಧಿಕಾರಿಗಳು ವಿವರಿಸಿದರು. ಕಾರ್ಯಕ್ರಮದಲ್ಲಿ ತಾಲೂಕು ಪಂಚಾಯಿತಿ ಕಾರ್ಯನಿರ್ವಹಣಾಧಿಕಾರಿಗಳು, ಗ್ರಾಮ ಪಂಚಾಯಿತಿ ಅಧ್ಯಕ್ಷರು, ಪಿಡಿಒಗಳು, ಸ್ವಚ್ಛತಾ ರಾಯಭಾರಿಗಳು, ಸ್ವಸಹಾಯ ಸಂಘಗಳ ಸದಸ್ಯರು ಭಾಗವಹಿಸಿದ್ದರು. ಆಂದೋಲನದ ಅಂಗವಾಗಿ ಉತ್ತಮ ಸಾಧನೆ ತೋರುವ ಗ್ರಾಮ ಪಂಚಾಯಿತಿಗಳಿಗೆ ಪ್ರಶಸ್ತಿ ನೀಡಲಾಗುವುದು ಎಂದು ತಿಳಿಸಿದರು. ಘನತ್ಯಾಜ್ಯ ನಿರ್ವಹಣಾ ಘಟಕಗಳ ಕಾರ್ಯನಿರ್ವಹಣೆ ಪರಿಶೀಲಿಸಿ ಅಗತ್ಯ ಸುಧಾರಣೆ ತರಲು ಸೂಚಿಸಲಾಯಿತು.	[354, 2156, 1099, 2213]
event-banner	[552, 1962, 800, 2010]
notice-aid-heading: ಧನಸಹಾಯಕ್ಕೆ ಅರ್ಜಿ ಆಹ್ವಾನ	[1271, 1333, 1452, 1356]
notice-aid-body: ಚಿಕ್ಕಬಳ್ಳಾಪುರ: ಗೌರಿಬಿದನೂರು ನಗರಸಭಾ ವ್ಯಾಪ್ತಿಯಲ್ಲಿ ವಾಸವಾಗಿರುವ ಬಡತನ ರೇಖೆಗಿಂತ ಕೆಳಮಟ್ಟದ ಪರಿಶಿಷ್ಟ ಜಾತಿ ಮತ್ತು ಪಂಗಡದ ಫಲಾನುಭವಿಗಳಿಗೆ 2023–24ನೇ ಸಾಲಿನ ಎಸ್.ಸಿ.ಪಿ/ಟಿ.ಎಸ್.ಪಿ ಯೋಜನೆಯಡಿ ಧನಸಹಾಯಕ್ಕಾಗಿ ಅರ್ಜಿ ಆಹ್ವಾನಿಸಲಾಗಿದೆ. ಸ್ವಯಂ ಉದ್ಯೋಗ ಕೈಗೊಳ್ಳಲು 10,000, ಗಾಡಿ ವ್ಯಾಪಾರಕ್ಕೆ ಹಾಗೂ ಸಣ್ಣ ಉದ್ದಿಮೆಗಳಿಗೆ 50,000 ರೂ. ವರೆಗೆ ನೆರವು ನೀಡಲಾಗುವುದು. PM Suraksha Bhima Yojana, PM Jeevan Jyoti Bima Yojana, PM shram Yogi Maandhan Yojana, One Nation One Roshan card, PM Jan Dhan Yojana, registration under BoCW, Janani Suraksha and PM Matru Vandana Yojanaಗಳಡಿ ನೋಂದಣಿ ಹೊಂದಿರುವವರು ಆದ್ಯತೆ ಪಡೆಯಲಿದ್ದಾರೆ. ಅರ್ಜಿಗಳನ್ನು ನವೆಂಬರ್ 30 ರೊಳಗೆ ನಗರಸಭಾ ಕಚೇರಿಯಲ್ಲಿ ಸಲ್ಲಿಸಬೇಕು. ಶೇ. 24.10ರ ಅನುದಾನದಡಿ ಈ ಸೌಲಭ್ಯ ಕಲ್ಪಿಸಲಾಗಿದ್ದು, ಹೆಚ್ಚಿನ ಮಾಹಿತಿಗೆ ನಗರಸಭಾ ಕಚೇರಿಯನ್ನು ಸಂಪರ್ಕಿಸುವಂತೆ ಪೌರಾಯುಕ್ತರು ಪ್ರಕಟಣೆಯಲ್ಲಿ ತಿಳಿಸಿದ್ದಾರೆ.	[1214, 1363, 1509, 1545]
article-headline: ಸಾರ್ವತ್ರಿಕ ಲಸಿಕಾಕರಣ ಜಾಗೃತಿ ಅಗತ್ಯ	[560, 556, 997, 598]
sub-headline: ಲಸಿಕೆಯಿಂದ ಯಾರು ವಂಚಿತರಾಗಬಾರದು	[770, 879, 1020, 901]
article-body-3: ರಂದು ಇಂಡಿಯನ್ ಬ್ಯಾಂಕ್, ನವೆಂಬರ್ 25 ರಂದು ಬ್ಯಾಂಕ್ ಆಫ್ ಬರೋಡಾ, ನವೆಂಬರ್ 27 ರಂದು ಬ್ಯಾಂಕ್ ಆಫ್ ಇಂಡಿಯಾ, ನವೆಂಬರ್ 28 ರಂದು ಕೆನರಾ ಬ್ಯಾಂಕ್, ನವೆಂಬರ್ 30 ರಂದು ಯೂನಿಯನ್ ಬ್ಯಾಂಕ್‌ಗಳಲ್ಲಿ ಸಾಲ ಮೇಳ ನಡೆಯಲಿದೆ. ನವೆಂಬರ್ 20 ರಂದು ಸ್ಟೇಟ್ ಬ್ಯಾಂಕ್ ಆಫ್ ಇಂಡಿಯಾ, ನವೆಂಬರ್ 21 ರಂದು ಕರ್ನಾಟಕ ಬ್ಯಾಂಕ್, ನವೆಂಬರ್ 22 ರಂದು ಎಚ್.ಡಿ.ಎಫ್.ಸಿ ಬ್ಯಾಂಕ್‌ನಲ್ಲಿ ಶಿಬಿರ ಆಯೋಜಿಸಲಾಗಿದೆ.	[693, 1547, 935, 1650]
article-coconut[interactable]	[1113, 1900, 1521, 2393]
article-headline: 2024 ರಲ್ಲಿ ಪ್ರಥಮ ಮುದ್ರಣವಾಗಿ ಪ್ರಕಟಗೊಂಡ ಪುಸ್ತಕಗಳನ್ನು ನೋಂದಾಯಿಸಿಕೊಳ್ಳುವಂತೆ ಸೂಚನೆ	[13, 538, 346, 589]
article-body: ಮೈಸೂರು: 2024 ರಲ್ಲಿ ಕರ್ನಾಟಕದಲ್ಲಿ ಪ್ರಥಮ ಮುದ್ರಣವಾಗಿ ಪ್ರಕಟಗೊಂಡ ಯಾವುದೇ ಭಾಷೆಯ ಪುಸ್ತಕಗಳನ್ನು ಬೆಂಗಳೂರಿನ ಕನ್ನಡ ಪುಸ್ತಕ ಪ್ರಾಧಿಕಾರದಲ್ಲಿ ಉಚಿತವಾಗಿ ನೋಂದಾಯಿಸಿಕೊಳ್ಳುವಂತೆ ಸೂಚಿಸಲಾಗಿದೆ. ಲೇಖಕರು ಹಾಗೂ ಪ್ರಕಾಶಕರು 2025ರ ಜನವರಿ 01 ರಿಂದ ಸಂಜೆ 5.30 ರೊಳಗೆ ನೋಂದಾಯಿಸಿಕೊಳ್ಳಬೇಕು. ಸದರಿ ಪುಸ್ತಕಗಳನ್ನು ಮಾತ್ರ ರಾಜ್ಯ, ರಾಷ್ಟ್ರ ಮಟ್ಟದ ಪುಸ್ತಕ ಬಹುಮಾನ ಯೋಜನೆಗೆ ಪರಿಗಣಿಸಲಾಗುವುದು. 2024 ರಲ್ಲಿ ಮೊದಲ ಮುದ್ರಣಗೊಂಡ ಕೃತಿಗಳನ್ನು ಮಾತ್ರ ಪ್ರಕಟಣೆಗೊಳಿಸಿ, ಎರಡು ಪ್ರತಿಗಳೊಂದಿಗೆ ಅರ್ಜಿ ನಮೂನೆಯನ್ನು ಭರ್ತಿ ಮಾಡಿ ಸಲ್ಲಿಸಬೇಕು. ಗಡುವಿನ ನಂತರ ಸ್ವೀಕೃತವಾಗುವ ಅರ್ಜಿಗಳನ್ನು ಪರಿಗಣಿಸಲಾಗುವುದಿಲ್ಲ. ನೋಂದಣಿ ಪ್ರಮಾಣ ಪತ್ರದ ಸಹಾಯದೊಂದಿಗೆ ಪ್ರಶಸ್ತಿ ಆಯ್ಕೆ ಸಮಿತಿ ಪರಿಶೀಲನೆ ನಡೆಸಲಿದೆ. ನೋಂದಣಿ ಪ್ರಮಾಣ ಪತ್ರದ ನಕಲು ಪ್ರತಿ ಪಡೆದುಕೊಳ್ಳಬೇಕು. ನೋಂದಣಿ ಪ್ರಕ್ರಿಯೆಯು 2025ರ ಜನವರಿ 02ರ ಸಂಜೆ 5.30 ರೊಳಗೆ ಆಗಬೇಕು. ಹೆಚ್ಚಿನ ಮಾಹಿತಿಗಾಗಿ ಕನ್ನಡ ಪುಸ್ತಕ ಪ್ರಾಧಿಕಾರದ ಅಧಿಕೃತ ಜಾಲತಾಣ www.opl.karnataka.gov.in ಮತ್ತು ದೂರವಾಣಿ ಸಂಖ್ಯೆ ದೂ.ಸಂ: 080–22864000 ಮತ್ತು 22867058 ಸಂಪರ್ಕಿಸುವಂತೆ ಪ್ರಾಧಿಕಾರದ ಆಡಳಿತಾಧಿಕಾರಿ ಪ್ರಕಟಣೆಯಲ್ಲಿ ತಿಳಿಸಿದ್ದಾರೆ.	[10, 598, 350, 777]
notice-training-headline: ಹೊಲಿಗೆ, ವಿಡಿಯೋಗ್ರಫಿ, ಜಿಮ್ ತರಬೇತಿಗಾಗಿ ಪ.ಜಾತಿ ಯುವಕ/ಯುವತಿಯರಿಂದ ಅರ್ಜಿ ಆಹ್ವಾನ	[1214, 551, 1427, 627]
photo-kanakadasa-event	[892, 386, 1160, 515]
